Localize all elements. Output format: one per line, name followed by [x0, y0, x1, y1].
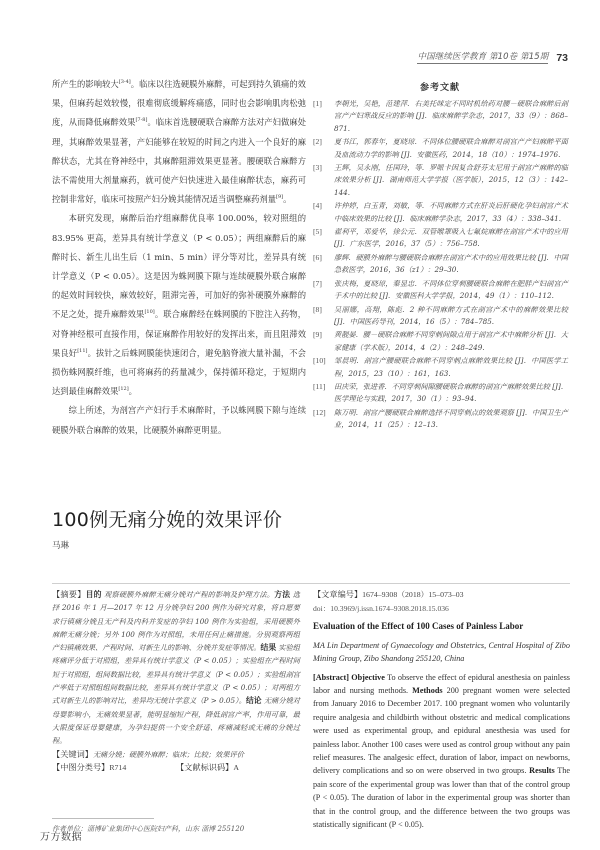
- doc-code-value: A: [233, 762, 239, 772]
- author-affiliation: 作者单位：淄博矿业集团中心医院妇产科，山东 淄博 255120: [52, 825, 245, 833]
- en-objective-label: Objective: [351, 672, 385, 682]
- section-divider: [52, 583, 570, 584]
- reference-item: [6] 廖辉．硬膜外麻醉与腰硬联合麻醉在剖宫产术中的应用效果比较 [J]．中国急救医学，2016，36（z1）：29–30.: [313, 252, 568, 275]
- article-author: 马琳: [52, 541, 70, 551]
- reference-item: [11] 田庆荣，张进香．不同穿刺间隙腰硬联合麻醉的剖宫产麻醉效果比较 [J]．医学理论与实践，2017，30（1）：93–94.: [313, 381, 568, 404]
- abstract-body: 【摘要】目的 观察硬膜外麻醉无痛分娩对产程的影响及护理方法。方法 选择 2016 年 1 月—2017 年 12 月分娩孕妇 200 例作为研究对象，将自愿要求行镇痛分娩且无产科及内科并发症的孕妇 100 例作为实验组，采用硬膜外麻醉无痛分娩；另外 100 例作为对照组，未用任何止痛措施。分别观察两组产妇镇痛效果、产程时间、对新生儿的影响、分娩并发症等情况。结果 实验组疼痛评分低于对照组，差异具有统计学意义（P < 0.05）；实验组在产程时间短于对照组，组间数据比较，差异具有统计学意义（P < 0.05）；实验组剖宫产率低于对照组组间数据比较，差异具有统计学意义（P < 0.05）；对两组方式对新生儿的影响对比，差异均无统计学意义（P > 0.05）。结论 无痛分娩对母婴影响小，无痛效果显著，能明显缩短产程，降低剖宫产率，作用可靠，最大限度保证母婴健康，为孕妇提供一个安全舒适、疼痛减轻或无痛的分娩过程。: [52, 589, 300, 746]
- citation: [9]: [276, 194, 284, 201]
- clc-value: R714: [109, 762, 127, 772]
- reference-item: [1] 李朝光，吴艳，范建萍．右美托咪定不同时机给药对腰－硬联合麻醉后剖宫产产妇寒战反应的影响 [J]．临床麻醉学杂志，2017，33（9）：868–871.: [313, 99, 568, 133]
- en-methods-label: Methods: [412, 685, 443, 695]
- reference-item: [5] 翟利平，邓爱华，徐公元．双管喉罩吸入七氟烷麻醉在剖宫产术中的应用 [J]．广东医学，2016，37（5）：756–758.: [313, 227, 568, 249]
- english-affiliation: MA Lin Department of Gynaecology and Obstetrics, Central Hospital of Zibo Mining Group, Zibo Shandong 255120, China: [313, 640, 570, 663]
- article-number-value: 1674–9308（2018）15–073–03: [362, 590, 464, 599]
- doc-code-label: 【文献标识码】: [176, 761, 234, 772]
- citation: [11]: [77, 347, 88, 354]
- en-abstract-label: [Abstract]: [313, 672, 349, 682]
- english-abstract-column: [313, 588, 570, 831]
- wanfang-data-logo: 万方数据: [40, 832, 82, 843]
- reference-item: [12] 陈万明．剖宫产腰硬联合麻醉选择不同穿刺点的效果观察 [J]．中国卫生产业，2014，11（25）：12–13.: [313, 407, 568, 430]
- body-paragraph-2: 本研究发现，麻醉后治疗组麻醉优良率 100.00%，较对照组的 83.95% 更高，差异具有统计学意义（P < 0.05）；两组麻醉后的麻醉时长、新生儿出生后（1 min、5 min）评分等对比，差异具有统计学意义（P < 0.05）。这是因为蛛网膜下隙与连续硬膜外联合麻醉的起效时间较快，麻效较好，阻滞完善，可加好的弥补硬膜外麻醉的不足之处，提升麻醉效果[10]。联合麻醉经在蛛网膜的下腔注入药物，对脊神经根可直接作用，保证麻醉作用较好的发挥出来，而且阻滞效果良好[11]。拔针之后蛛网膜能快速闭合，避免脑脊液大量补漏，不会损伤蛛网膜纤维，也可将麻药的药量减少，保持循环稳定，于短期内达到最佳麻醉效果[12]。: [52, 213, 306, 397]
- reference-item: [9] 黄靓晏．腰－硬联合麻醉不同穿刺间隙点用于剖宫产术中麻醉分析 [J]．大家健康（学术版），2014，4（2）：248–249.: [313, 330, 568, 352]
- clc-label: 【中图分类号】: [52, 761, 110, 772]
- reference-item: [3] 王辉，吴永刚，任国玲，等．罗哌卡因复合舒芬太尼用于剖宫产麻醉的临床效果分析 [J]．湖南师范大学学报（医学版），2015，12（3）：142–144.: [313, 163, 568, 197]
- methods-label: 方法: [274, 590, 291, 599]
- en-results-label: Results: [529, 766, 555, 776]
- chinese-abstract: [52, 588, 300, 774]
- abstract-label: 【摘要】: [52, 589, 86, 599]
- keywords-value: 无痛分娩；硬膜外麻醉；临床；比较；效果评价: [92, 749, 244, 759]
- page-number: 73: [556, 52, 568, 64]
- article-title: 100例无痛分娩的效果评价: [52, 509, 283, 531]
- body-paragraph-1: 所产生的影响较大[3-4]。临床以往选硬膜外麻醉，可起到持久镇痛的效果，但麻药起效较慢，很难彻底缓解疼痛感，同时也会影响肌肉松弛度，从而降低麻醉效果[7-8]。临床首选腰硬联合麻醉方法对产妇做麻处理，其麻醉效果显著，产妇能够在较短的时间之内进入一个良好的麻醉状态，尤其在脊神经中，其麻醉阻滞效果更显著。腰硬联合麻醉方法不需使用大剂量麻药，就可使产妇快速进入最佳麻醉状态，麻药可控制非常好，临床可按照产妇分娩其能情况适当调整麻药剂量[9]。: [52, 79, 306, 205]
- reference-item: [2] 夏书江，郭春年，夏晓琼．不同体位腰硬联合麻醉对剖宫产产妇麻醉平面及血流动力学的影响 [J]．安徽医药，2014，18（10）：1974–1976.: [313, 137, 568, 159]
- reference-item: [10] 邹晨明．剖宫产腰硬联合麻醉不同穿刺点麻醉效果比较 [J]．中国医学工程，2015，23（10）：161，163.: [313, 356, 568, 378]
- citation: [7-8]: [135, 117, 148, 124]
- keywords-line: [52, 748, 300, 761]
- citation: [3-4]: [118, 79, 131, 85]
- results-label: 结果: [260, 643, 277, 653]
- reference-item: [8] 吴丽娜，高翔，陈彪．2 种不同麻醉方式在剖宫产术中的麻醉效果比较 [J]．中国医药导刊，2014，16（5）：784–785.: [313, 304, 568, 326]
- keywords-label: 【关键词】: [52, 748, 93, 759]
- doi: doi：10.3969/j.issn.1674–9308.2018.15.036: [313, 603, 449, 613]
- reference-item: [7] 张庆梅，夏晓琼，秦显忠．不同体位穿刺腰硬联合麻醉在肥胖产妇剖宫产手术中的比较 [J]．安徽医科大学学报，2014，49（1）：110–112.: [313, 278, 568, 301]
- citation: [12]: [118, 386, 129, 393]
- conclusion-label: 结论: [245, 696, 262, 706]
- english-abstract: [Abstract] Objective To observe the effect of epidural anesthesia on painless labor and nursing methods. Methods 200 pregnant women were selected from January 2016 to December 2017. 100 pregnant women who voluntarily require analgesia and childbirth without obstetric and medical complications were used as experimental group, and epidural anesthesia was used for painless labor. Another 100 cases were used as control group without any pain relief measures. The analgesic effect, duration of labor, impact on newborns, delivery complications and so on were observed in two groups. Results The pain score of the experimental group was lower than that of the control group (P < 0.05). The duration of labor in the experimental group was shorter than that in the control group, and the difference between the two groups was statistically significant (P < 0.05).: [313, 672, 570, 829]
- references-list: [313, 98, 568, 433]
- objective-label: 目的: [85, 590, 102, 599]
- body-paragraph-3: 综上所述，为剖宫产产妇行手术麻醉时，予以蛛网膜下隙与连续硬膜外联合麻醉的效果，比硬膜外麻醉更明显。: [52, 405, 306, 435]
- citation: [10]: [144, 309, 155, 316]
- affiliation-divider: [52, 818, 154, 819]
- classification-line: [52, 761, 300, 774]
- english-title: Evaluation of the Effect of 100 Cases of Painless Labor: [313, 621, 524, 631]
- body-text-column: [52, 75, 306, 440]
- running-header: [398, 46, 568, 64]
- article-number-line: [313, 588, 570, 602]
- references-heading: 参考文献: [419, 83, 460, 93]
- journal-name: 中国继续医学教育 第10卷 第15期: [417, 52, 549, 62]
- reference-item: [4] 许仲婷，白玉青，刘敏，等．不同麻醉方式在肝炎后肝硬化孕妇剖宫产术中临床效果的比较 [J]．临床麻醉学杂志，2017，33（4）：338–341.: [313, 201, 568, 223]
- article-number-label: 【文章编号】: [313, 589, 363, 599]
